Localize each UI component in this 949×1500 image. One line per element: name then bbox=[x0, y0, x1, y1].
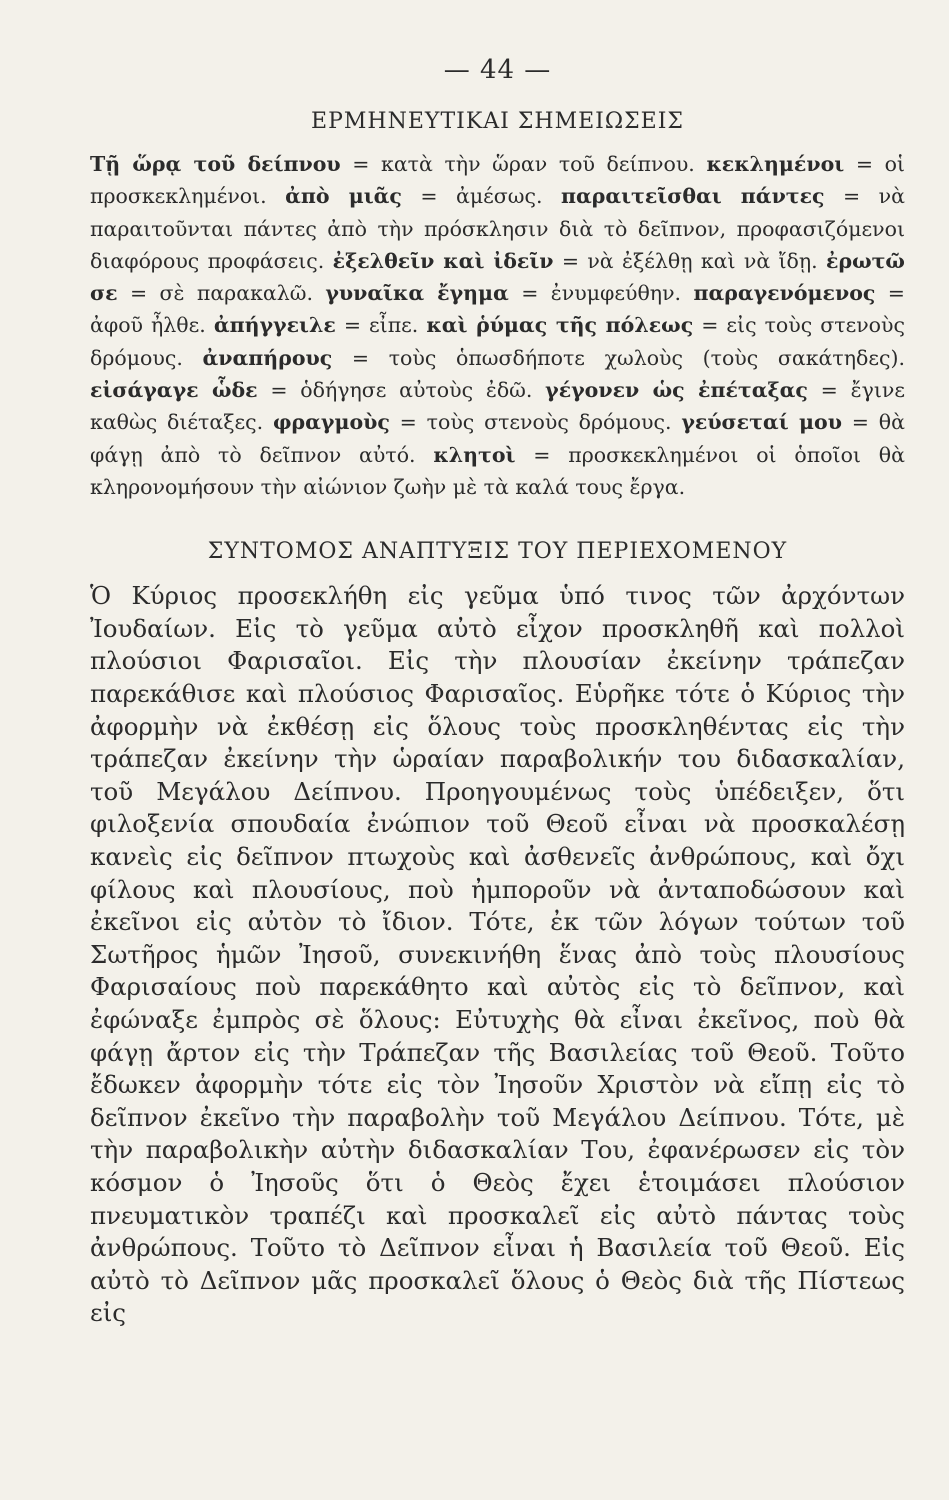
note-definition: = κατὰ τὴν ὥραν τοῦ δείπνου. bbox=[352, 152, 695, 176]
note-term: παραιτεῖσθαι πάντες bbox=[560, 184, 825, 209]
note-definition: = ἐνυμφεύθην. bbox=[521, 281, 682, 306]
note-term: γεύσεταί μου bbox=[681, 410, 842, 435]
note-term: παραγενόμενος bbox=[693, 281, 876, 306]
note-definition: = τοὺς στενοὺς δρόμους. bbox=[399, 410, 672, 435]
note-definition: = νὰ ἐξέλθῃ καὶ νὰ ἴδῃ. bbox=[561, 248, 818, 273]
note-definition: = προσκεκλημένοι οἱ ὁποῖοι θὰ κληρονομήσουν τὴν αἰώνιον ζωὴν μὲ τὰ καλά τους ἔργα. bbox=[90, 442, 905, 499]
note-definition: = θὰ φάγῃ ἀπὸ τὸ δεῖπνον αὐτό. bbox=[90, 410, 905, 467]
book-page bbox=[90, 55, 905, 1330]
notes-heading: ΕΡΜΗΝΕΥΤΙΚΑΙ ΣΗΜΕΙΩΣΕΙΣ bbox=[311, 109, 684, 134]
note-definition: = σὲ παρακαλῶ. bbox=[129, 281, 313, 306]
page-number: — 44 — bbox=[443, 55, 552, 85]
summary-heading: ΣΥΝΤΟΜΟΣ ΑΝΑΠΤΥΞΙΣ ΤΟΥ ΠΕΡΙΕΧΟΜΕΝΟΥ bbox=[207, 539, 788, 565]
note-term: ἐρωτῶ σε bbox=[90, 248, 905, 306]
note-definition: = ἀφοῦ ἦλθε. bbox=[90, 281, 905, 338]
note-term: κλητοὶ bbox=[433, 442, 516, 467]
note-definition: = εἰς τοὺς στενοὺς δρόμους. bbox=[90, 313, 905, 370]
note-term: φραγμοὺς bbox=[272, 410, 390, 435]
note-term: εἰσάγαγε ὧδε bbox=[90, 378, 258, 403]
note-term: ἀπήγγειλε bbox=[213, 313, 336, 338]
note-term: ἐξελθεῖν καὶ ἰδεῖν bbox=[332, 248, 554, 273]
note-term: καὶ ῥύμας τῆς πόλεως bbox=[426, 313, 694, 338]
note-term: κεκλημένοι bbox=[706, 152, 845, 176]
note-term: ἀπὸ μιᾶς bbox=[285, 184, 402, 209]
note-term: γέγονεν ὡς ἐπέταξας bbox=[545, 378, 808, 403]
note-definition: = νὰ παραιτοῦνται πάντες ἀπὸ τὴν πρόσκλησιν διὰ τὸ δεῖπνον, προφασιζόμενοι διαφόρους προφάσεις. bbox=[90, 184, 905, 273]
summary-text: Ὁ Κύριος προσεκλήθη εἰς γεῦμα ὑπό τινος τῶν ἀρχόντων Ἰουδαίων. Εἰς τὸ γεῦμα αὐτὸ εἶχον προσκληθῆ καὶ πολλοὶ πλούσιοι Φαρισαῖοι. Εἰς τὴν πλουσίαν ἐκείνην τράπεζαν παρεκάθισε καὶ πλούσιος Φαρισαῖος. Εὑρῆκε τότε ὁ Κύριος τὴν ἀφορμὴν νὰ ἐκθέσῃ εἰς ὅλους τοὺς προσκληθέντας εἰς τὴν τράπεζαν ἐκείνην τὴν ὡραίαν παραβολικήν του διδασκαλίαν, τοῦ Μεγάλου Δείπνου. Προηγουμένως τοὺς ὑπέδειξεν, ὅτι φιλοξενία σπουδαία ἐνώπιον τοῦ Θεοῦ εἶναι νὰ προσκαλέσῃ κανεὶς εἰς δεῖπνον πτωχοὺς καὶ ἀσθενεῖς ἀνθρώπους, καὶ ὄχι φίλους καὶ πλουσίους, ποὺ ἠμποροῦν νὰ ἀνταποδώσουν καὶ ἐκεῖνοι εἰς αὐτὸν τὸ ἴδιον. Τότε, ἐκ τῶν λόγων τούτων τοῦ Σωτῆρος ἡμῶν Ἰησοῦ, συνεκινήθη ἕνας ἀπὸ τοὺς πλουσίους Φαρισαίους ποὺ παρεκάθητο καὶ αὐτὸς εἰς τὸ δεῖπνον, καὶ ἐφώναξε ἐμπρὸς σὲ ὅλους: Εὐτυχὴς θὰ εἶναι ἐκεῖνος, ποὺ θὰ φάγῃ ἄρτον εἰς τὴν Τράπεζαν τῆς Βασιλείας τοῦ Θεοῦ. Τοῦτο ἔδωκεν ἀφορμὴν τότε εἰς τὸν Ἰησοῦν Χριστὸν νὰ εἴπῃ εἰς τὸ δεῖπνον ἐκεῖνο τὴν παραβολὴν τοῦ Μεγάλου Δείπνου. Τότε, μὲ τὴν παραβολικὴν αὐτὴν διδασκαλίαν Του, ἐφανέρωσεν εἰς τὸν κόσμον ὁ Ἰησοῦς ὅτι ὁ Θεὸς ἔχει ἑτοιμάσει πλούσιον πνευματικὸν τραπέζι καὶ προσκαλεῖ εἰς αὐτὸ πάντας τοὺς ἀνθρώπους. Τοῦτο τὸ Δεῖπνον εἶναι ἡ Βασιλεία τοῦ Θεοῦ. Εἰς αὐτὸ τὸ Δεῖπνον μᾶς προσκαλεῖ ὅλους ὁ Θεὸς διὰ τῆς Πίστεως εἰς bbox=[90, 581, 905, 1328]
note-term: Τῇ ὥρᾳ τοῦ δείπνου bbox=[90, 152, 341, 176]
note-term: ἀναπήρους bbox=[202, 345, 333, 370]
summary-paragraph bbox=[90, 580, 905, 1330]
note-definition: = ἀμέσως. bbox=[420, 184, 543, 209]
note-term: γυναῖκα ἔγημα bbox=[325, 281, 509, 306]
note-definition: = οἱ προσκεκλημένοι. bbox=[90, 152, 905, 209]
notes-paragraph bbox=[90, 148, 905, 503]
note-definition: = εἶπε. bbox=[343, 313, 419, 338]
note-definition: = ἔγινε καθὼς διέταξες. bbox=[90, 378, 905, 435]
note-definition: = τοὺς ὁπωσδήποτε χωλοὺς (τοὺς σακάτηδες). bbox=[351, 345, 905, 370]
note-definition: = ὁδήγησε αὐτοὺς ἐδῶ. bbox=[270, 378, 533, 403]
